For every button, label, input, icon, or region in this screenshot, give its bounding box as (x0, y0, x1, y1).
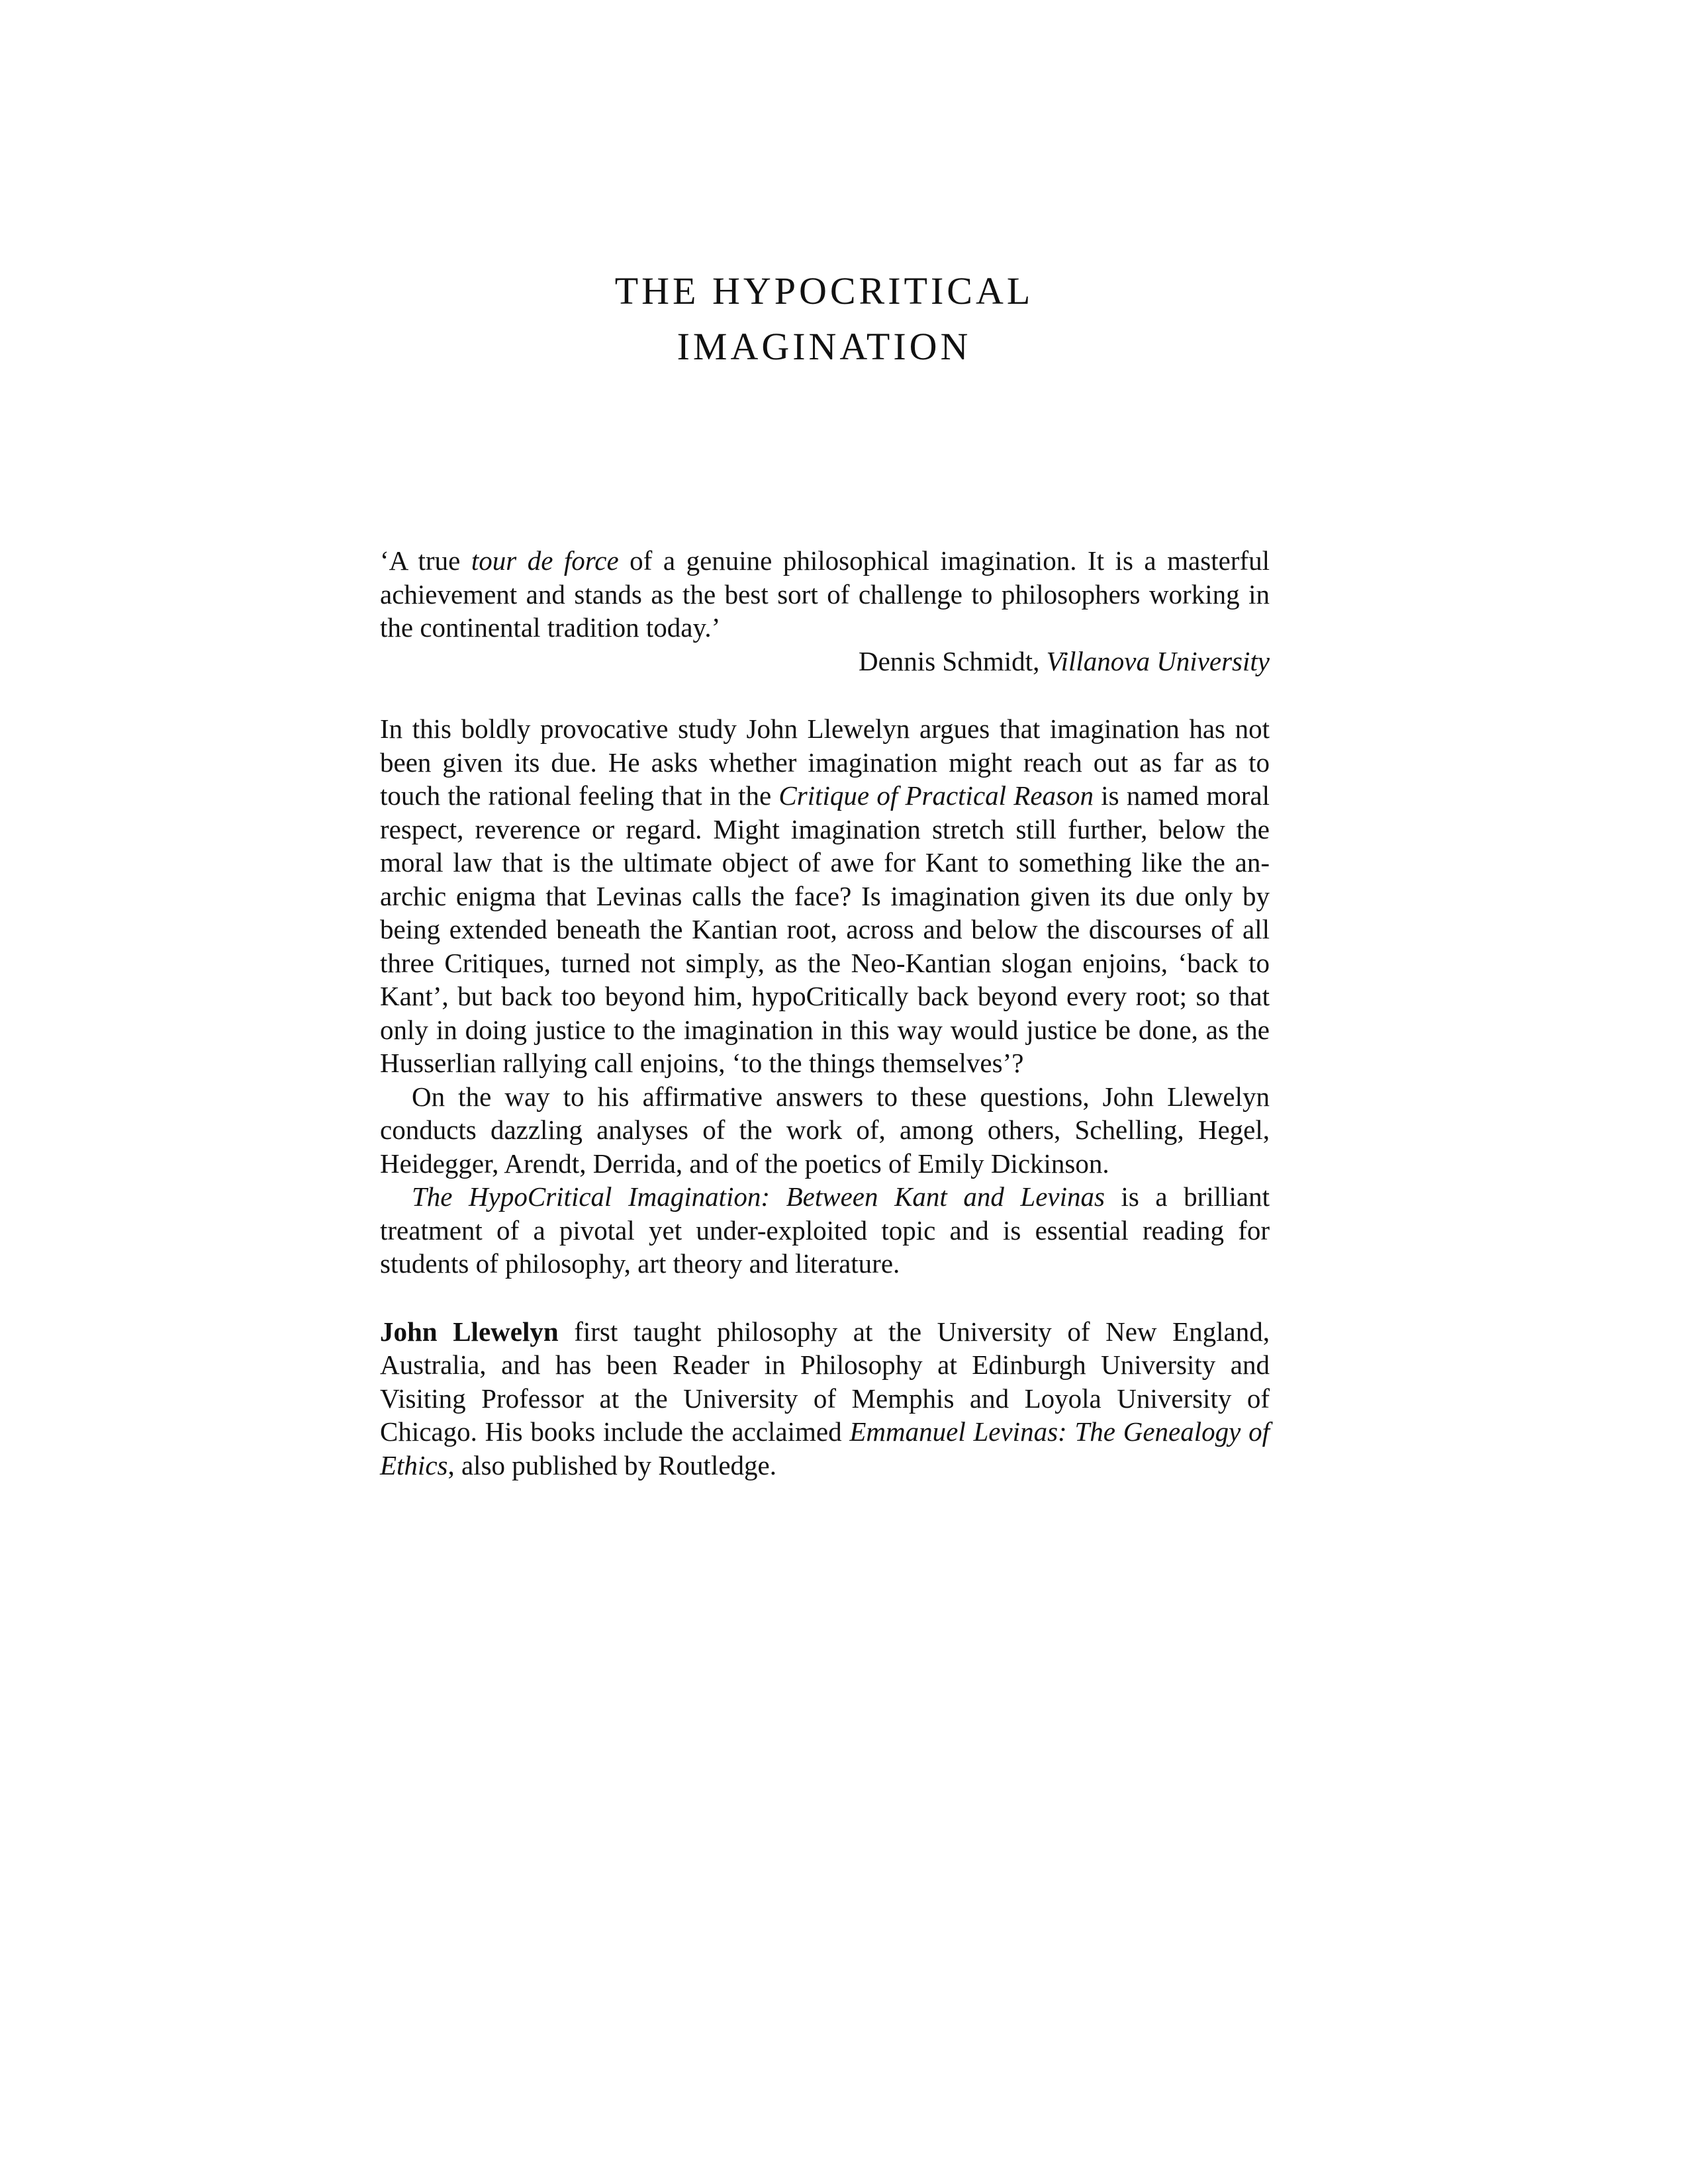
description-p1-book-title: Critique of Practical Reason (778, 780, 1094, 811)
author-bio (380, 1315, 1270, 1482)
endorsement-quote (380, 544, 1270, 645)
endorsement-attribution (380, 645, 1270, 678)
description-p1-start: In this boldly provocative study John Llewelyn argues that imagination has not been given its due. He asks whether imagination might reach out as far as to touch the rational feeling that in the (380, 713, 1270, 811)
quote-rest: of a genuine philosophical imagination. It is a masterful achievement and stands as the best sort of challenge to philosophers working in the continental tradition today.’ (380, 545, 1270, 643)
description-paragraph-2: On the way to his affirmative answers to these questions, John Llewelyn conducts dazzling analyses of the work of, among others, Schelling, Hegel, Heidegger, Arendt, Derrida, and of the poetics of Emily Dickinson. (380, 1081, 1270, 1179)
author-name: John Llewelyn (380, 1316, 559, 1347)
section-gap (380, 1281, 1270, 1315)
book-title (0, 263, 1648, 375)
section-gap (380, 678, 1270, 712)
author-bio-text-start: first taught philosophy at the University of New England, Australia, and has been Reader in Philosophy at Edinburgh University and Visiting Professor at the University of Memphis and Loyola University of Chicago. His books include the acclaimed (380, 1316, 1270, 1447)
author-bio-book-title: Emmanuel Levinas: The Genealogy of Ethics (380, 1416, 1270, 1480)
attribution-name: Dennis Schmidt, (859, 645, 1047, 676)
text-column (380, 544, 1270, 1482)
author-bio-text-end: , also published by Routledge. (447, 1449, 776, 1480)
quote-open: ‘A true (380, 545, 471, 576)
description-p1-rest: is named moral respect, reverence or regard. Might imagination stretch still further, below the moral law that is the ultimate object of awe for Kant to something like the an-archic enigma that Levinas calls the face? Is imagination given its due only by being extended beneath the Kantian root, across and below the discourses of all three Critiques, turned not simply, as the Neo-Kantian slogan enjoins, ‘back to Kant’, but back too beyond him, hypoCritically back beyond every root; so that only in doing justice to the imagination in this way would justice be done, as the Husserlian rallying call enjoins, ‘to the things themselves’? (380, 780, 1270, 1078)
book-title-line-2: IMAGINATION (677, 325, 972, 368)
attribution-affiliation: Villanova University (1046, 645, 1270, 676)
description-p3-book-title: The HypoCritical Imagination: Between Kant and Levinas (412, 1181, 1105, 1212)
book-title-line-1: THE HYPOCRITICAL (614, 269, 1034, 312)
description-paragraph-1 (380, 712, 1270, 1080)
quote-italic-phrase: tour de force (471, 545, 619, 576)
description-paragraph-3 (380, 1180, 1270, 1281)
description-p3-rest: is a brilliant treatment of a pivotal yet under-exploited topic and is essential reading for students of philosophy, art theory and literature. (380, 1181, 1270, 1279)
